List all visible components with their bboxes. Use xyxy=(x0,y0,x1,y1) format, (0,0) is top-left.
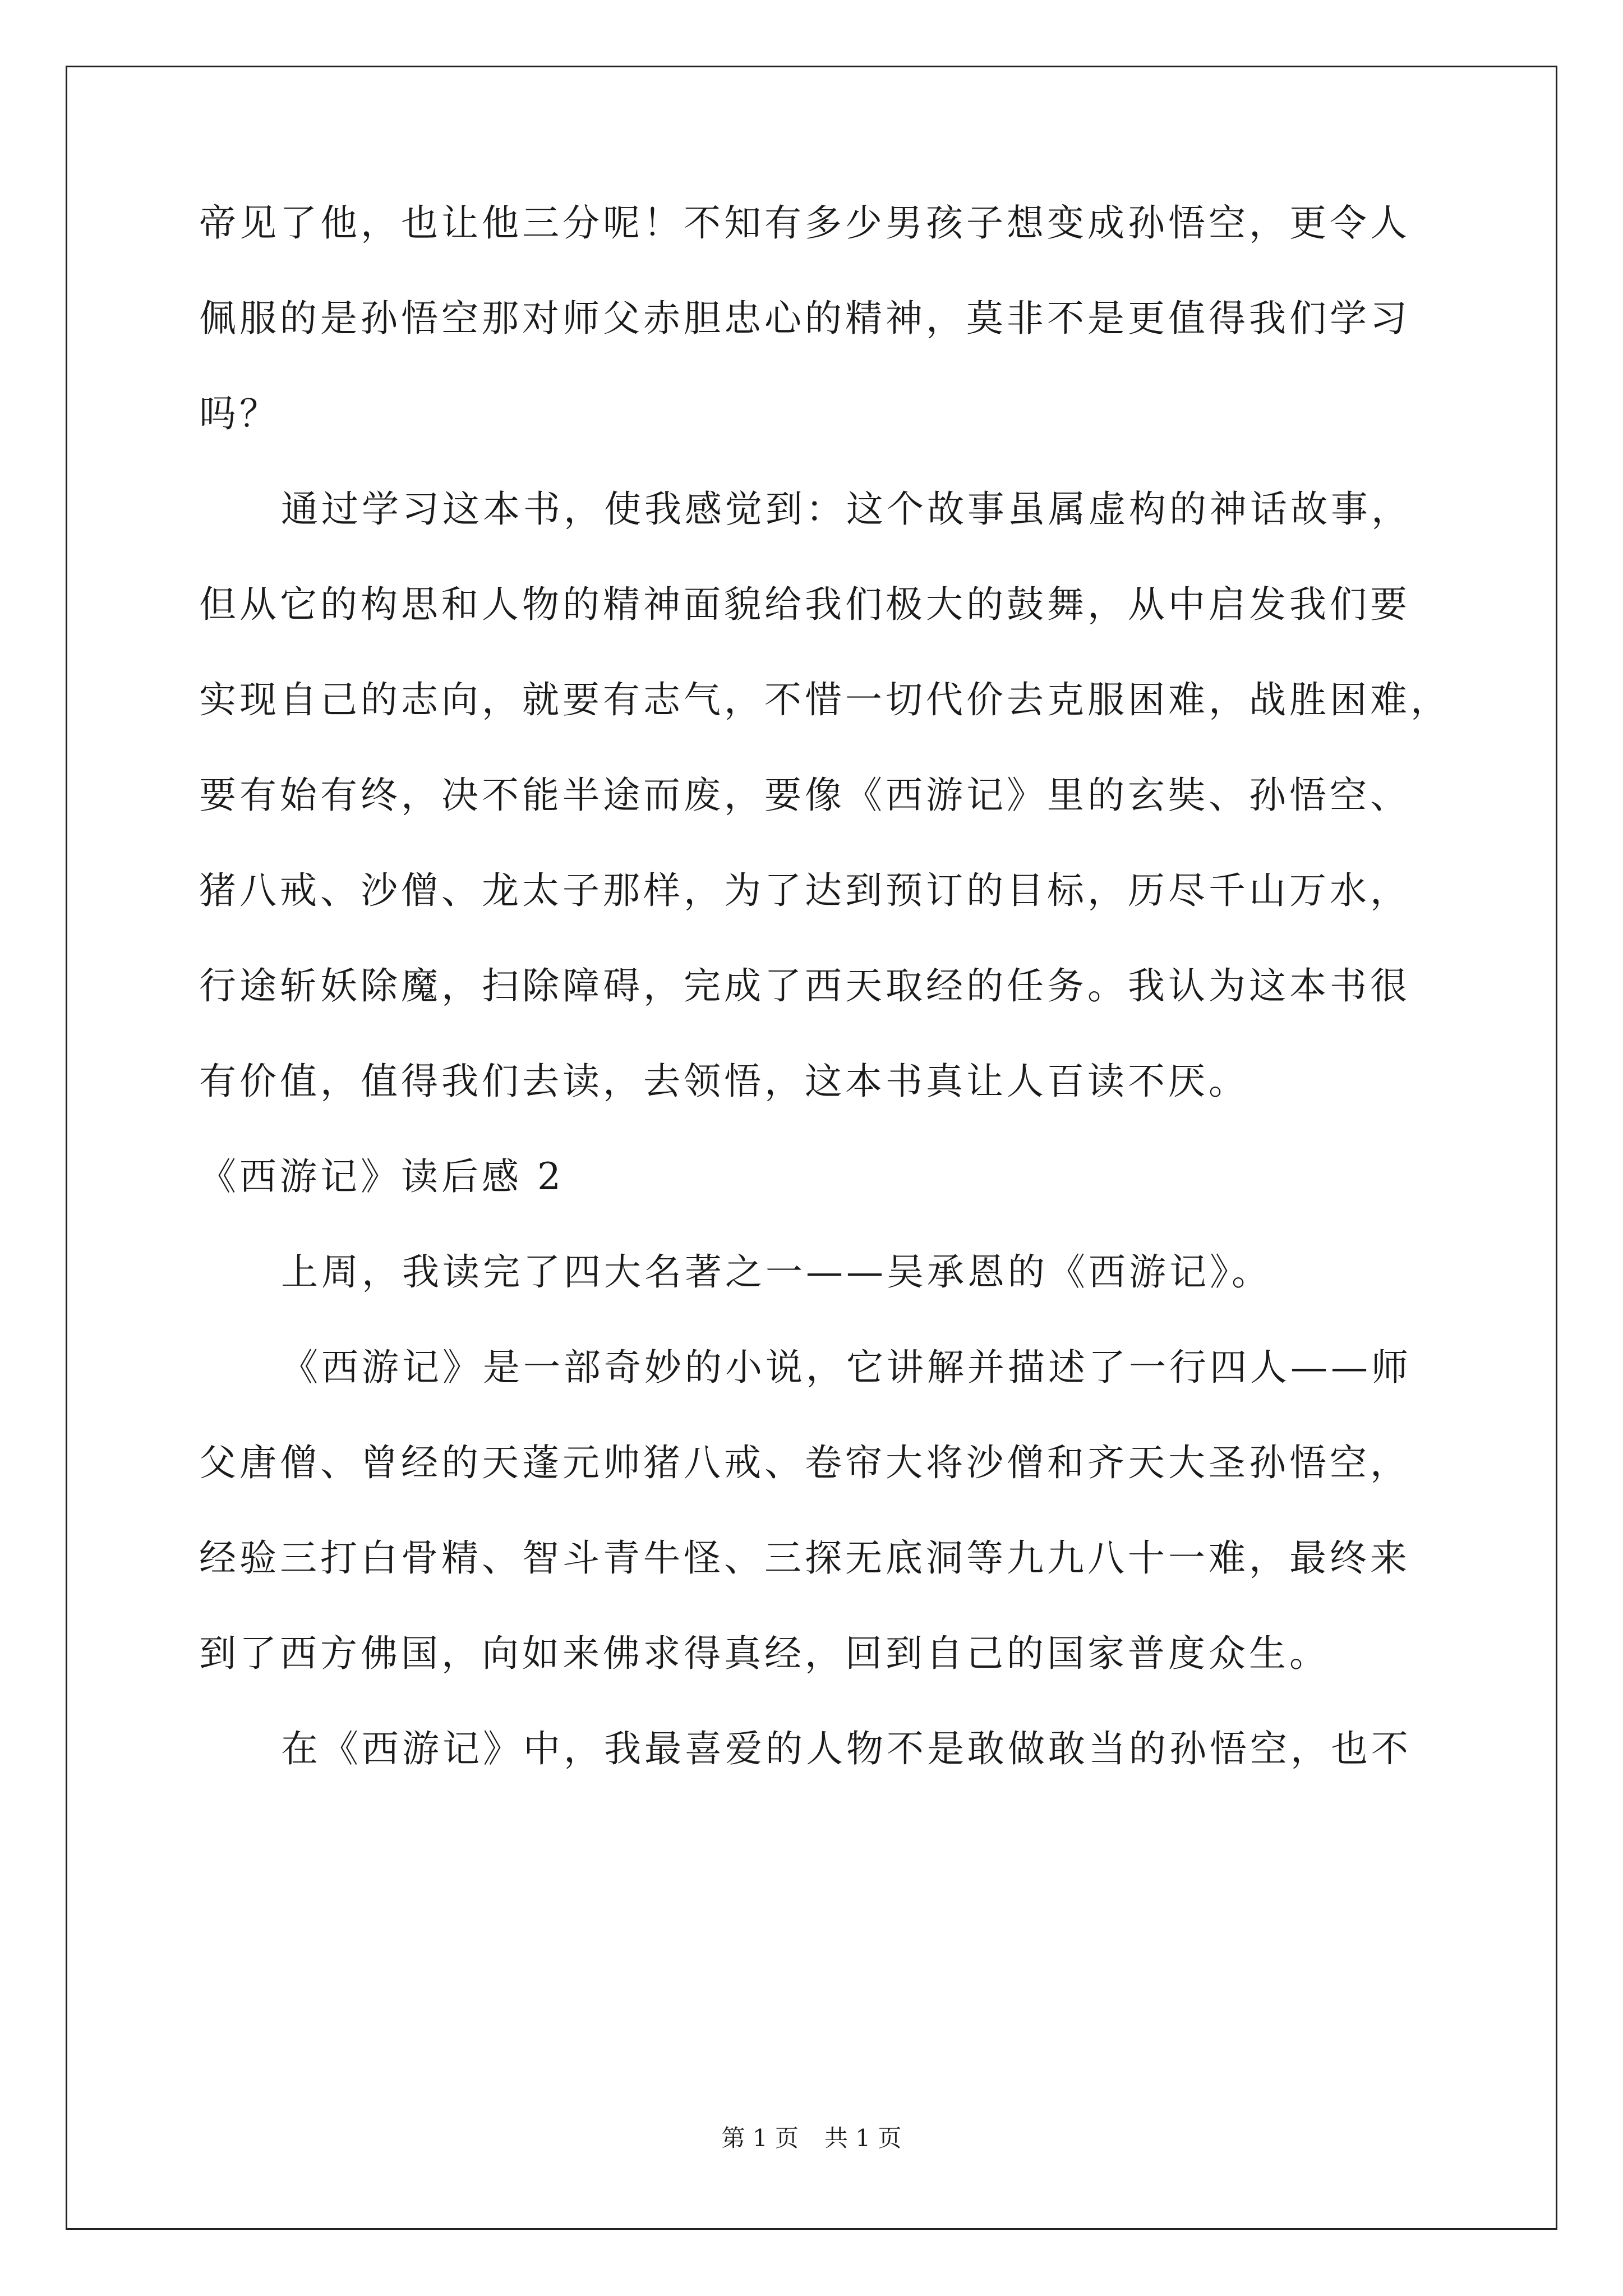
page-number-total: 共 1 页 xyxy=(824,2124,902,2152)
text-line: 经验三打白骨精、智斗青牛怪、三探无底洞等九九八十一难，最终来 xyxy=(199,1536,1410,1580)
text-line: 但从它的构思和人物的精神面貌给我们极大的鼓舞，从中启发我们要 xyxy=(199,583,1410,626)
text-line: 有价值，值得我们去读，去领悟，这本书真让人百读不厌。 xyxy=(199,1060,1249,1103)
text-line: 实现自己的志向，就要有志气，不惜一切代价去克服困难，战胜困难， xyxy=(199,678,1451,721)
text-line: 行途斩妖除魔，扫除障碍，完成了西天取经的任务。我认为这本书很 xyxy=(199,964,1410,1007)
text-line: 帝见了他，也让他三分呢！不知有多少男孩子想变成孙悟空，更令人 xyxy=(199,201,1410,245)
text-line: 吗？ xyxy=(199,392,280,435)
document-body xyxy=(199,201,1451,1826)
page-number-current: 第 1 页 xyxy=(721,2124,799,2152)
section-heading: 《西游记》读后感 2 xyxy=(199,1155,564,1198)
text-line: 猪八戒、沙僧、龙太子那样，为了达到预订的目标，历尽千山万水， xyxy=(199,869,1410,912)
text-line: 到了西方佛国，向如来佛求得真经，回到自己的国家普度众生。 xyxy=(199,1632,1330,1675)
text-line: 佩服的是孙悟空那对师父赤胆忠心的精神，莫非不是更值得我们学习 xyxy=(199,297,1410,340)
text-line: 父唐僧、曾经的天蓬元帅猪八戒、卷帘大将沙僧和齐天大圣孙悟空， xyxy=(199,1441,1410,1484)
text-line: 在《西游记》中，我最喜爱的人物不是敢做敢当的孙悟空，也不 xyxy=(281,1727,1412,1770)
page-footer xyxy=(0,2124,1623,2152)
text-line: 要有始有终，决不能半途而废，要像《西游记》里的玄奘、孙悟空、 xyxy=(199,774,1410,817)
text-line: 上周，我读完了四大名著之一——吴承恩的《西游记》。 xyxy=(281,1250,1272,1294)
text-line: 通过学习这本书，使我感觉到：这个故事虽属虚构的神话故事， xyxy=(281,487,1412,531)
text-line: 《西游记》是一部奇妙的小说，它讲解并描述了一行四人——师 xyxy=(281,1346,1412,1389)
